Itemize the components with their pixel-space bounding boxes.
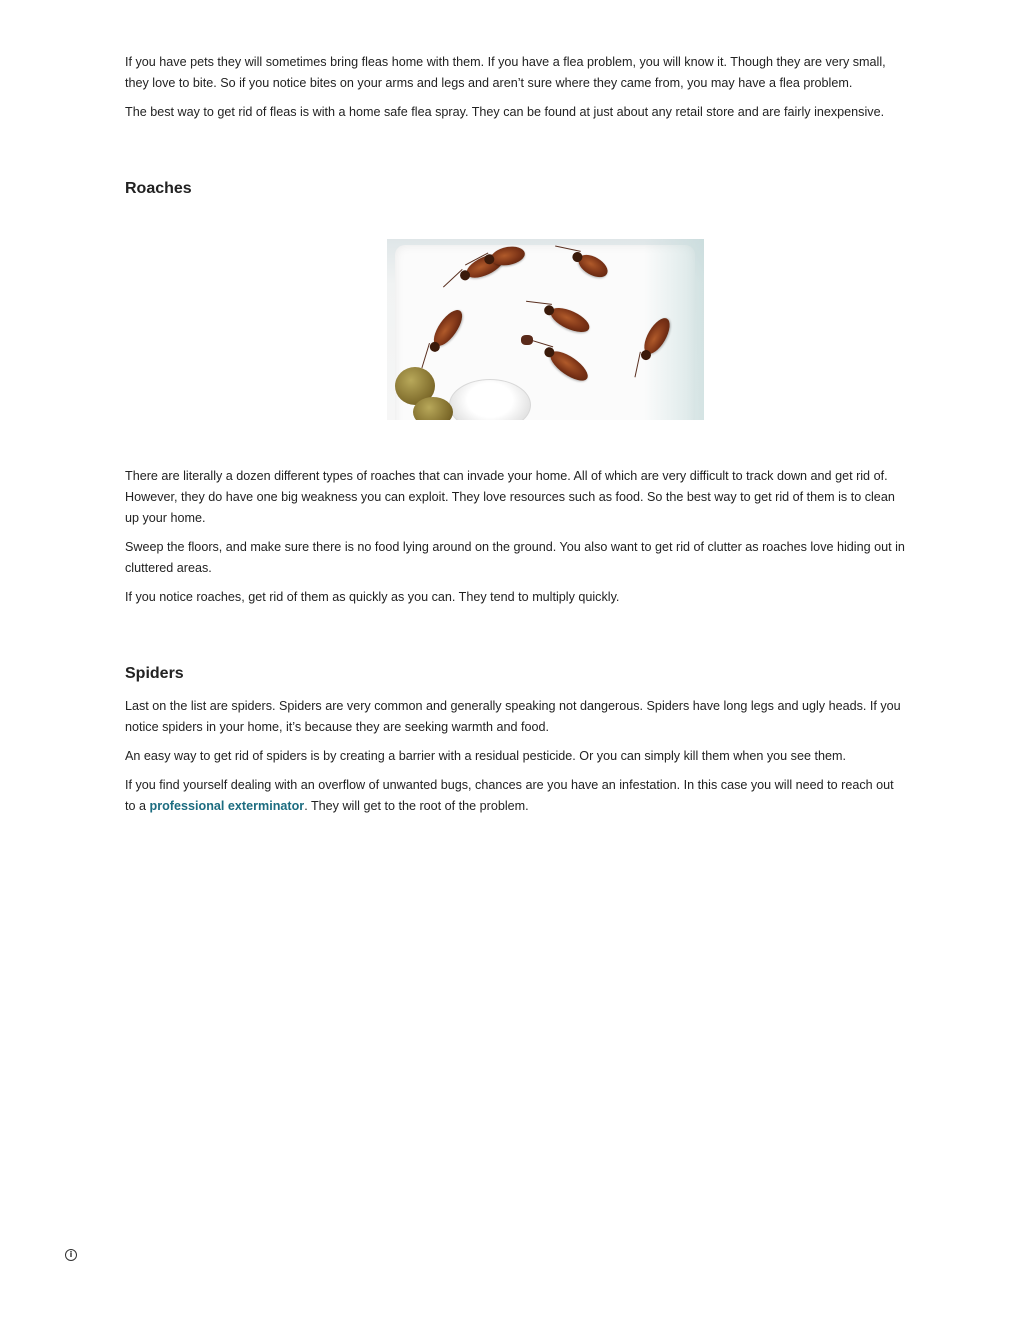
roaches-paragraph-3: If you notice roaches, get rid of them as quickly as you can. They tend to multiply quickly. (125, 590, 620, 604)
spiders-paragraph-3-text-start: If you find yourself dealing with an overflow of unwanted bugs, chances are you have an infestation. In this case you will need to reach out to a (125, 778, 894, 813)
roaches-image (387, 239, 704, 420)
spiders-paragraph-2: An easy way to get rid of spiders is by creating a barrier with a residual pesticide. Or you can simply kill them when you see them. (125, 749, 846, 763)
professional-exterminator-link[interactable]: professional exterminator (149, 799, 305, 813)
roaches-paragraph-2: Sweep the floors, and make sure there is no food lying around on the ground. You also want to get rid of clutter as roaches love hiding out in cluttered areas. (125, 540, 905, 575)
spiders-paragraph-3 (125, 775, 905, 817)
fleas-paragraph-1: If you have pets they will sometimes bring fleas home with them. If you have a flea problem, you will know it. Though they are very small, they love to bite. So if you notice bites on your arms and legs and aren’t sure where they came from, you may have a flea problem. (125, 55, 886, 90)
info-icon[interactable]: i (65, 1249, 77, 1261)
spiders-heading: Spiders (125, 665, 184, 682)
roaches-paragraph-1: There are literally a dozen different types of roaches that can invade your home. All of which are very difficult to track down and get rid of. However, they do have one big weakness you can exploit. They love resources such as food. So the best way to get rid of them is to clean up your home. (125, 469, 895, 525)
fleas-paragraph-2: The best way to get rid of fleas is with a home safe flea spray. They can be found at just about any retail store and are fairly inexpensive. (125, 105, 885, 119)
spiders-paragraph-1: Last on the list are spiders. Spiders are very common and generally speaking not dangerous. Spiders have long legs and ugly heads. If you notice spiders in your home, it’s because they are seeking warmth and food. (125, 699, 901, 734)
spiders-paragraph-3-text-end: . They will get to the root of the problem. (304, 799, 529, 813)
article-content (125, 52, 905, 825)
roaches-heading: Roaches (125, 180, 192, 197)
